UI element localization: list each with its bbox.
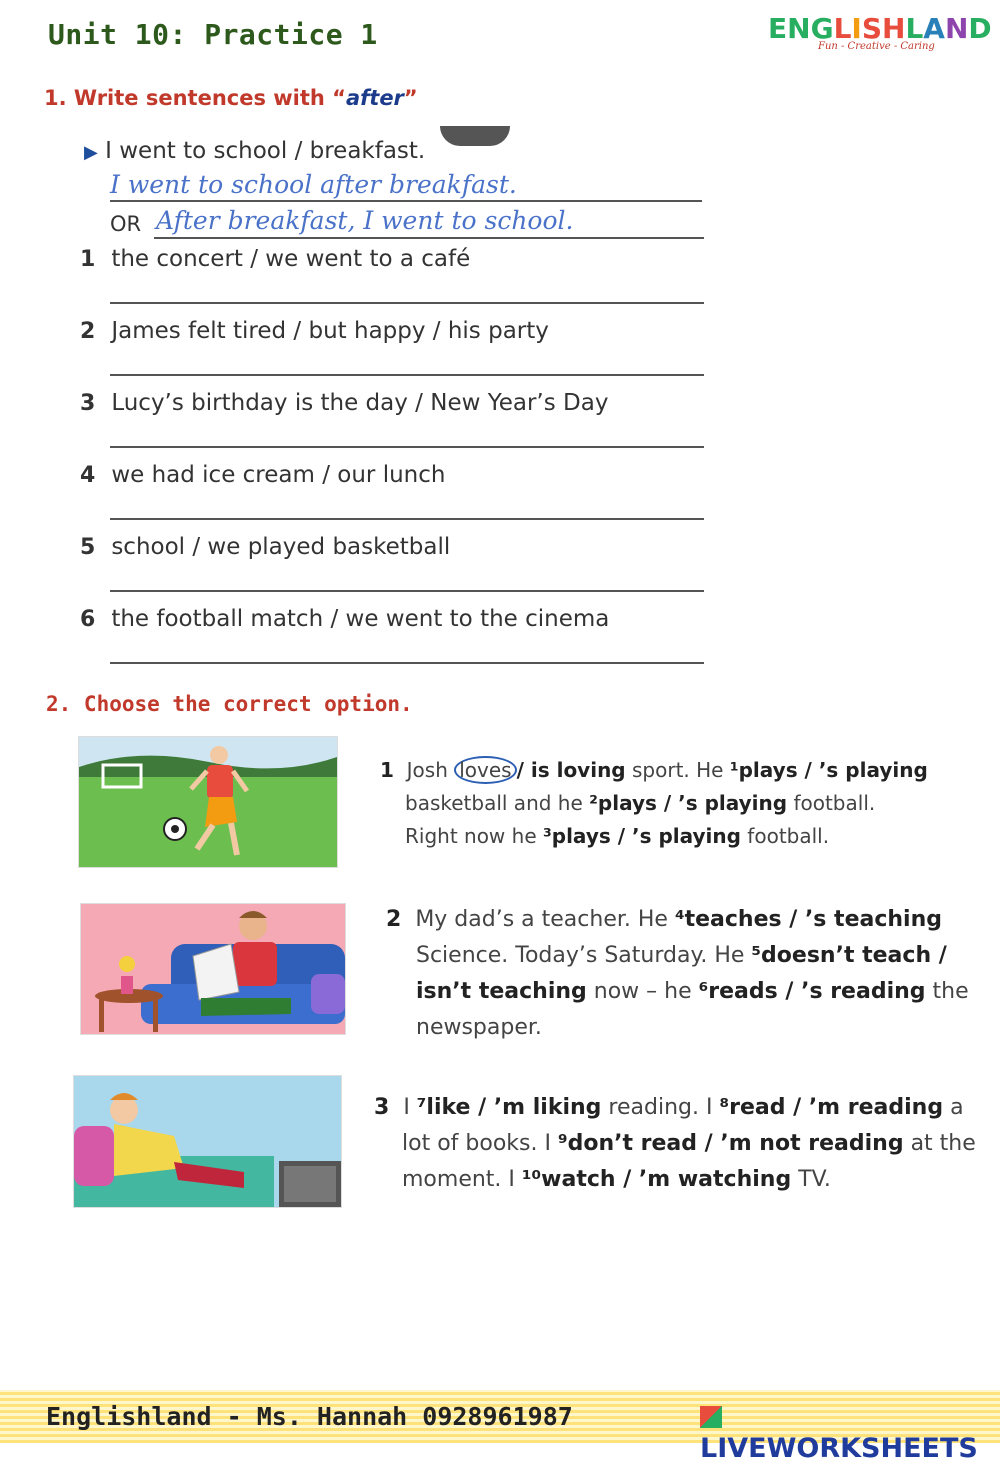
- answer-line[interactable]: [110, 446, 704, 448]
- logo-letter: H: [882, 12, 906, 45]
- boy-football-illustration: [78, 736, 338, 868]
- dad-reading-illustration: [80, 903, 346, 1035]
- girl-sofa-illustration: [73, 1075, 342, 1208]
- exercise-item: [80, 606, 609, 632]
- item-number: 2: [80, 319, 96, 344]
- paragraph-3: 3 I ⁷like / ’m liking reading. I ⁸read / ’m reading a lot of books. I ⁹don’t read / ’m not reading at the moment. I ¹⁰watch / ’m watching TV.: [374, 1095, 976, 1192]
- item-number: 1: [80, 247, 96, 272]
- logo-letter: N: [787, 12, 811, 45]
- example-prompt: ▶ I went to school / breakfast.: [84, 138, 426, 164]
- logo-letter: S: [861, 12, 882, 45]
- or-label: OR: [110, 212, 142, 236]
- liveworksheets-brand[interactable]: LIVEWORKSHEETS: [700, 1402, 1000, 1464]
- logo-letter: N: [944, 12, 969, 45]
- section1-heading: 1. Write sentences with “after”: [44, 86, 418, 110]
- logo-letter: E: [768, 12, 788, 45]
- paragraph-2: 2 My dad’s a teacher. He ⁴teaches / ’s teaching Science. Today’s Saturday. He ⁵doesn’t teach / isn’t teaching now – he ⁶reads / ’s reading the newspaper.: [386, 907, 969, 1040]
- exercise-item: [80, 534, 450, 560]
- answer-line[interactable]: [110, 374, 704, 376]
- item-prompt: we had ice cream / our lunch: [111, 462, 446, 488]
- circled-answer[interactable]: loves: [454, 756, 516, 784]
- decorative-shape: [440, 126, 510, 146]
- example-answer-2: After breakfast, I went to school.: [156, 206, 574, 235]
- item-number: 4: [80, 463, 96, 488]
- footer-credit: Englishland - Ms. Hannah 0928961987: [46, 1402, 573, 1431]
- example-answer-1: I went to school after breakfast.: [110, 170, 517, 199]
- item-number: 3: [80, 391, 96, 416]
- englishland-logo: [768, 12, 992, 52]
- answer-line: [110, 200, 702, 202]
- logo-letter: I: [851, 12, 862, 45]
- logo-letter: D: [968, 12, 992, 45]
- section2-heading: 2. Choose the correct option.: [46, 692, 413, 716]
- exercise-item: [80, 318, 549, 344]
- page-title: Unit 10: Practice 1: [48, 18, 378, 51]
- item-number: 5: [80, 535, 96, 560]
- logo-letter: L: [833, 12, 852, 45]
- answer-line[interactable]: [110, 518, 704, 520]
- liveworksheets-logo-icon: [700, 1406, 722, 1428]
- answer-line: [154, 237, 704, 239]
- play-arrow-icon: ▶: [84, 142, 98, 163]
- item-prompt: school / we played basketball: [111, 534, 451, 560]
- logo-letter: A: [923, 12, 945, 45]
- answer-line[interactable]: [110, 662, 704, 664]
- logo-tagline: Fun - Creative - Caring: [818, 41, 935, 52]
- item-prompt: the football match / we went to the cinema: [111, 606, 610, 632]
- answer-line[interactable]: [110, 302, 704, 304]
- item-prompt: the concert / we went to a café: [111, 246, 471, 272]
- exercise-item: [80, 246, 470, 272]
- item-prompt: James felt tired / but happy / his party: [111, 318, 549, 344]
- exercise-item: [80, 390, 608, 416]
- logo-letter: L: [905, 12, 924, 45]
- exercise-item: [80, 462, 445, 488]
- paragraph-1: 1 Josh loves / is loving sport. He ¹plays / ’s playing basketball and he ²plays / ’s playing football. Right now he ³plays / ’s playing football.: [380, 758, 928, 848]
- answer-line[interactable]: [110, 590, 704, 592]
- logo-letter: G: [810, 12, 834, 45]
- item-prompt: Lucy’s birthday is the day / New Year’s Day: [111, 390, 609, 416]
- item-number: 6: [80, 607, 96, 632]
